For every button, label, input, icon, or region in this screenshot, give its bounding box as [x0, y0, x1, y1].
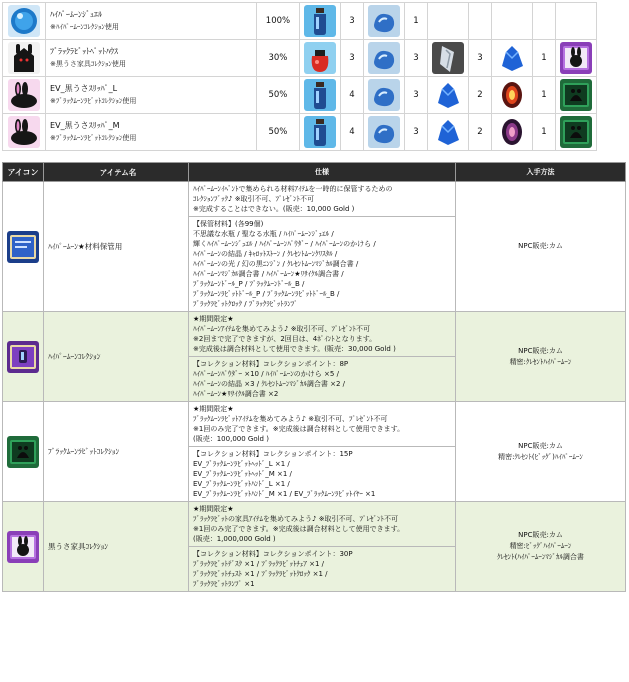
- spec-line: EV_ﾌﾞﾗｯｸﾑｰﾝﾗﾋﾞｯﾄﾍｯﾄﾞ_M ×1 /: [193, 470, 292, 478]
- spec-line: 不思議な水瓶 / 聖なる水瓶 / ﾊｲﾊﾟｰﾑｰﾝｼﾞｭｴﾙ /: [193, 230, 334, 238]
- recipe-icon-cell: [3, 3, 46, 40]
- black-rabbit-house-icon: [8, 42, 40, 74]
- recipe-icon-cell: [3, 77, 46, 114]
- acquisition-line: NPC販売:カム: [518, 531, 563, 539]
- acquisition-line: NPC販売:カム: [518, 242, 563, 250]
- item-spec-description: [189, 402, 456, 447]
- item-spec-materials: [189, 447, 456, 502]
- black-rabbit-book-icon: [7, 531, 39, 563]
- spec-line: ﾌﾞﾗｯｸﾑｰﾝﾗﾋﾞｯﾄｱｲﾃﾑを集めてみよう♪ ※取引不可、ﾌﾟﾚｾﾞﾝﾄ不可: [193, 415, 388, 423]
- material-icon-cell: [428, 40, 469, 77]
- recipe-row: [3, 3, 597, 40]
- spec-line: 【保管材料】(各99個): [193, 220, 264, 228]
- black-slipper-icon: [8, 116, 40, 148]
- item-spec-description: [189, 182, 456, 217]
- material-icon-cell: [363, 40, 404, 77]
- item-acquisition: [456, 502, 626, 592]
- material-qty: 1: [532, 77, 555, 114]
- spec-line: ※完成することはできない。(販売：10,000 Gold ): [193, 205, 355, 213]
- fire-gem-icon: [496, 79, 528, 111]
- material-qty: [468, 3, 491, 40]
- item-spec-description: [189, 502, 456, 547]
- storage-book-icon: [7, 231, 39, 263]
- material-icon-cell: [556, 114, 597, 151]
- crystal-shard-icon: [432, 42, 464, 74]
- header-get: 入手方法: [456, 163, 626, 182]
- header-name: アイテム名: [44, 163, 189, 182]
- recipe-name-cell: [46, 3, 257, 40]
- red-pouch-icon: [304, 42, 336, 74]
- green-book-icon: [560, 79, 592, 111]
- jewel-orb-icon: [8, 5, 40, 37]
- blue-stone-icon: [368, 79, 400, 111]
- dark-gem-icon: [496, 116, 528, 148]
- blue-stone-icon: [368, 5, 400, 37]
- spec-line: ﾊｲﾊﾟｰﾑｰﾝの結晶 ×3 / ｸﾚｾﾝﾄﾑｰﾝﾏｼﾞｶﾙ調合書 ×2 /: [193, 380, 345, 388]
- recipe-name-cell: [46, 114, 257, 151]
- material-icon-cell: [556, 77, 597, 114]
- material-icon-cell: [492, 77, 533, 114]
- recipe-rate: 100%: [256, 3, 299, 40]
- material-icon-cell: [428, 77, 469, 114]
- spec-line: ※1回のみ完了できます。※完成後は調合材料として使用できます。: [193, 525, 405, 533]
- blue-potion-icon: [304, 116, 336, 148]
- spec-line: ★期間限定★: [193, 505, 234, 513]
- item-spec-materials: [189, 357, 456, 402]
- recipe-rate: 50%: [256, 77, 299, 114]
- material-icon-cell: [428, 3, 469, 40]
- spec-line: ﾌﾞﾗｯｸﾗﾋﾞｯﾄｸﾛｯｸ / ﾌﾞﾗｯｸﾗﾋﾞｯﾄﾗﾝﾌﾟ: [193, 300, 298, 308]
- spec-line: ﾊｲﾊﾟｰﾑｰﾝの結晶 / ｷｬﾛｯﾄｽﾄｰﾝ / ｸﾚｾﾝﾄﾑｰﾝｸﾘｽﾀﾙ /: [193, 250, 338, 258]
- material-icon-cell: [556, 3, 597, 40]
- blue-potion-icon: [304, 79, 336, 111]
- recipe-name: EV_黒うさｽﾘｯﾊﾟ_M: [50, 121, 120, 130]
- spec-line: 輝くﾊｲﾊﾟｰﾑｰﾝｼﾞｭｴﾙ / ﾊｲﾊﾟｰﾑｰﾝﾊﾟｳﾀﾞｰ / ﾊｲﾊﾟｰﾑｰﾝのかけら /: [193, 240, 376, 248]
- material-qty: 4: [340, 114, 363, 151]
- recipe-note: ※ﾊｲﾊﾟｰﾑｰﾝｺﾚｸｼｮﾝ使用: [50, 23, 119, 31]
- material-icon-cell: [556, 40, 597, 77]
- black-slipper-icon: [8, 79, 40, 111]
- item-row: [3, 402, 626, 447]
- item-spec-materials: [189, 217, 456, 312]
- green-book-icon: [7, 436, 39, 468]
- blue-crystal-icon: [432, 116, 464, 148]
- item-spec-description: [189, 312, 456, 357]
- material-qty: 3: [340, 40, 363, 77]
- spec-line: EV_ﾌﾞﾗｯｸﾑｰﾝﾗﾋﾞｯﾄﾍｯﾄﾞ_L ×1 /: [193, 460, 290, 468]
- item-row: [3, 182, 626, 217]
- spec-line: ﾌﾞﾗｯｸﾗﾋﾞｯﾄﾗﾝﾌﾟ ×1: [193, 580, 255, 588]
- acquisition-line: NPC販売:カム: [518, 346, 563, 355]
- item-table-header: [3, 163, 626, 182]
- item-row: [3, 502, 626, 547]
- purple-book-icon: [7, 341, 39, 373]
- spec-line: ﾌﾞﾗｯｸﾗﾋﾞｯﾄﾁｪｽﾄ ×1 / ﾌﾞﾗｯｸﾗﾋﾞｯﾄｸﾛｯｸ ×1 /: [193, 570, 328, 578]
- acquisition-line: NPC販売:カム: [518, 441, 563, 450]
- material-qty: 3: [404, 77, 427, 114]
- spec-line: ★期間限定★: [193, 405, 234, 413]
- blue-stone-icon: [368, 42, 400, 74]
- recipe-row: [3, 77, 597, 114]
- material-icon-cell: [492, 40, 533, 77]
- item-icon-cell: [3, 182, 44, 312]
- material-icon-cell: [492, 114, 533, 151]
- material-qty: [532, 3, 555, 40]
- spec-line: 【コレクション材料】コレクションポイント：8P: [193, 360, 349, 368]
- acquisition-line: 精密:ﾋﾞｯｸﾞﾊｲﾊﾟｰﾑｰﾝ: [509, 542, 572, 550]
- material-icon-cell: [363, 3, 404, 40]
- recipe-note: ※黒うさ家具ｺﾚｸｼｮﾝ使用: [50, 60, 126, 68]
- item-acquisition: [456, 182, 626, 312]
- item-icon-cell: [3, 402, 44, 502]
- recipe-note: ※ﾌﾞﾗｯｸﾑｰﾝﾗﾋﾞｯﾄｺﾚｸｼｮﾝ使用: [50, 134, 137, 142]
- recipe-table: [2, 2, 597, 151]
- material-qty: 3: [340, 3, 363, 40]
- green-book-icon: [560, 116, 592, 148]
- material-qty: 2: [468, 77, 491, 114]
- item-name: ﾊｲﾊﾟｰﾑｰﾝ★材料保管用: [44, 182, 189, 312]
- item-acquisition: [456, 312, 626, 402]
- material-qty: 1: [532, 40, 555, 77]
- material-icon-cell: [299, 40, 340, 77]
- spec-line: (販売：100,000 Gold ): [193, 435, 269, 443]
- recipe-name-cell: [46, 77, 257, 114]
- recipe-row: [3, 114, 597, 151]
- item-name: ﾌﾞﾗｯｸﾑｰﾝﾗﾋﾞｯﾄｺﾚｸｼｮﾝ: [44, 402, 189, 502]
- recipe-icon-cell: [3, 40, 46, 77]
- spec-line: ｺﾚｸｼｮﾝﾌﾞｯｸ♪ ※取引不可、ﾌﾟﾚｾﾞﾝﾄ不可: [193, 195, 315, 203]
- spec-line: ﾌﾞﾗｯｸﾑｰﾝﾄﾞｰﾙ_P / ﾌﾞﾗｯｸﾑｰﾝﾄﾞｰﾙ_B /: [193, 280, 305, 288]
- header-icon: アイコン: [3, 163, 44, 182]
- spec-line: ﾌﾞﾗｯｸﾑｰﾝﾗﾋﾞｯﾄﾄﾞｰﾙ_P / ﾌﾞﾗｯｸﾑｰﾝﾗﾋﾞｯﾄﾄﾞｰﾙ_B /: [193, 290, 340, 298]
- recipe-name: ﾊｲﾊﾟｰﾑｰﾝｼﾞｭｴﾙ: [50, 10, 103, 19]
- material-qty: 1: [532, 114, 555, 151]
- recipe-row: [3, 40, 597, 77]
- header-spec: 仕様: [189, 163, 456, 182]
- black-rabbit-book-icon: [560, 42, 592, 74]
- item-icon-cell: [3, 312, 44, 402]
- spec-line: ﾊｲﾊﾟｰﾑｰﾝﾊﾟｳﾀﾞｰ ×10 / ﾊｲﾊﾟｰﾑｰﾝのかけら ×5 /: [193, 370, 339, 378]
- material-qty: 3: [404, 40, 427, 77]
- recipe-icon-cell: [3, 114, 46, 151]
- blue-stone-icon: [368, 116, 400, 148]
- material-qty: 2: [468, 114, 491, 151]
- material-icon-cell: [299, 77, 340, 114]
- recipe-rate: 30%: [256, 40, 299, 77]
- spec-line: ﾊｲﾊﾟｰﾑｰﾝｱｲﾃﾑを集めてみよう♪ ※取引不可、ﾌﾟﾚｾﾞﾝﾄ不可: [193, 325, 371, 333]
- spec-line: (販売：1,000,000 Gold ): [193, 535, 276, 543]
- spec-line: EV_ﾌﾞﾗｯｸﾑｰﾝﾗﾋﾞｯﾄﾊﾝﾄﾞ_L ×1 /: [193, 480, 290, 488]
- recipe-note: ※ﾌﾞﾗｯｸﾑｰﾝﾗﾋﾞｯﾄｺﾚｸｼｮﾝ使用: [50, 97, 137, 105]
- material-qty: 1: [404, 3, 427, 40]
- blue-potion-icon: [304, 5, 336, 37]
- item-name: 黒うさ家具ｺﾚｸｼｮﾝ: [44, 502, 189, 592]
- spec-line: ﾊｲﾊﾟｰﾑｰﾝの光 / 幻の黒ﾆﾝｼﾞﾝ / ｸﾚｾﾝﾄﾑｰﾝﾏｼﾞｶﾙ調合書 /: [193, 260, 359, 268]
- spec-line: ※2回まで完了できますが、2回目は、4ﾎﾟｲﾝﾄとなります。: [193, 335, 377, 343]
- material-icon-cell: [492, 3, 533, 40]
- spec-line: ※完成後は調合材料として使用できます。(販売：30,000 Gold ): [193, 345, 396, 353]
- spec-line: ﾊｲﾊﾟｰﾑｰﾝｲﾍﾞﾝﾄで集められる材料ｱｲﾃﾑを一時的に保管するための: [193, 185, 393, 193]
- item-spec-materials: [189, 547, 456, 592]
- material-icon-cell: [299, 3, 340, 40]
- recipe-rate: 50%: [256, 114, 299, 151]
- item-table: [2, 162, 626, 592]
- recipe-name: ﾌﾞﾗｯｸﾗﾋﾞｯﾄﾍﾟｯﾄﾊｳｽ: [50, 47, 119, 56]
- material-icon-cell: [299, 114, 340, 151]
- material-qty: 3: [404, 114, 427, 151]
- spec-line: EV_ﾌﾞﾗｯｸﾑｰﾝﾗﾋﾞｯﾄﾊﾝﾄﾞ_M ×1 / EV_ﾌﾞﾗｯｸﾑｰﾝﾗﾋﾞｯﾄｲﾔｰ ×1: [193, 490, 376, 498]
- item-icon-cell: [3, 502, 44, 592]
- blue-crystal-icon: [432, 79, 464, 111]
- spec-line: 【コレクション材料】コレクションポイント：30P: [193, 550, 353, 558]
- acquisition-line: ｸﾚｾﾝﾄ(ﾊｲﾊﾟｰﾑｰﾝﾏｼﾞｶﾙ調合書: [497, 553, 584, 561]
- item-acquisition: [456, 402, 626, 502]
- blue-crystal-icon: [496, 42, 528, 74]
- spec-line: ※1回のみ完了できます。※完成後は調合材料として使用できます。: [193, 425, 405, 433]
- spec-line: ﾌﾞﾗｯｸﾗﾋﾞｯﾄﾃﾞｽｸ ×1 / ﾌﾞﾗｯｸﾗﾋﾞｯﾄﾁｪｱ ×1 /: [193, 560, 324, 568]
- recipe-name-cell: [46, 40, 257, 77]
- spec-line: 【コレクション材料】コレクションポイント：15P: [193, 450, 353, 458]
- acquisition-line: 精密:ｸﾚｾﾝﾄﾊｲﾊﾟｰﾑｰﾝ: [509, 357, 572, 366]
- material-qty: 3: [468, 40, 491, 77]
- spec-line: ﾊｲﾊﾟｰﾑｰﾝﾏｼﾞｶﾙ調合書 / ﾊｲﾊﾟｰﾑｰﾝ★ﾘｻｲｸﾙ調合書 /: [193, 270, 344, 278]
- spec-line: ﾊｲﾊﾟｰﾑｰﾝ★ﾘｻｲｸﾙ調合書 ×2: [193, 390, 279, 398]
- material-icon-cell: [428, 114, 469, 151]
- material-icon-cell: [363, 114, 404, 151]
- spec-line: ﾌﾞﾗｯｸﾗﾋﾞｯﾄの家具ｱｲﾃﾑを集めてみよう♪ ※取引不可、ﾌﾟﾚｾﾞﾝﾄ不可: [193, 515, 399, 523]
- material-qty: 4: [340, 77, 363, 114]
- material-icon-cell: [363, 77, 404, 114]
- item-name: ﾊｲﾊﾟｰﾑｰﾝｺﾚｸｼｮﾝ: [44, 312, 189, 402]
- spec-line: ★期間限定★: [193, 315, 234, 323]
- recipe-name: EV_黒うさｽﾘｯﾊﾟ_L: [50, 84, 118, 93]
- acquisition-line: 精密:ｸﾚｾﾝﾄ(ﾋﾞｯｸﾞ)ﾊｲﾊﾟｰﾑｰﾝ: [498, 452, 583, 461]
- item-row: [3, 312, 626, 357]
